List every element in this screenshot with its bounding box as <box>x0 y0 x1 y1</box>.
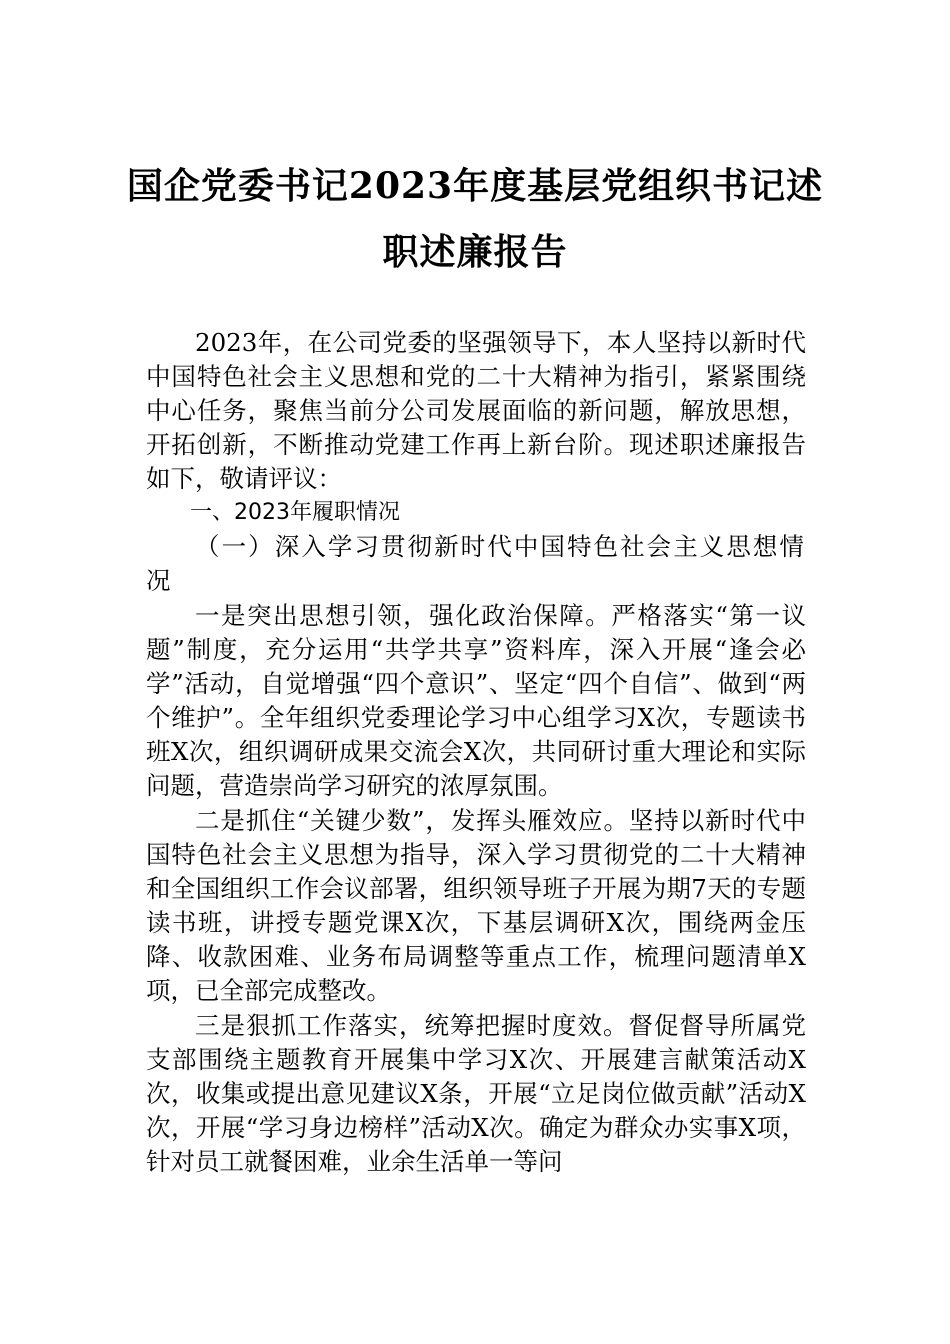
subsection-heading: （一）深入学习贯彻新时代中国特色社会主义思想情况 <box>146 532 806 595</box>
document-title-line-2: 职述廉报告 <box>382 231 568 273</box>
section-heading: 一、2023年履职情况 <box>190 500 400 525</box>
body-paragraph: 三是狠抓工作落实，统筹把握时度效。督促督导所属党支部围绕主题教育开展集中学习X次、开展建言献策活动X次，收集或提出意见建议X条，开展“立足岗位做贡献”活动X次，开展“学习身边榜样”活动X次。确定为群众办实事X项，针对员工就餐困难，业余生活单一等问 <box>146 1011 806 1176</box>
document-title-line-1: 国企党委书记2023年度基层党组织书记述 <box>126 165 824 207</box>
document-body <box>146 326 806 1179</box>
intro-paragraph: 2023年，在公司党委的坚强领导下，本人坚持以新时代中国特色社会主义思想和党的二十大精神为指引，紧紧围绕中心任务，聚焦当前分公司发展面临的新问题，解放思想，开拓创新，不断推动党建工作再上新台阶。现述职述廉报告如下，敬请评议： <box>146 328 806 493</box>
body-paragraph: 二是抓住“关键少数”，发挥头雁效应。坚持以新时代中国特色社会主义思想为指导，深入学习贯彻党的二十大精神和全国组织工作会议部署，组织领导班子开展为期7天的专题读书班，讲授专题党课X次，下基层调研X次，围绕两金压降、收款困难、业务布局调整等重点工作，梳理问题清单X项，已全部完成整改。 <box>146 806 806 1005</box>
body-paragraph: 一是突出思想引领，强化政治保障。严格落实“第一议题”制度，充分运用“共学共享”资料库，深入开展“逢会必学”活动，自觉增强“四个意识”、坚定“四个自信”、做到“两个维护”。全年组织党委理论学习中心组学习X次，专题读书班X次，组织调研成果交流会X次，共同研讨重大理论和实际问题，营造崇尚学习研究的浓厚氛围。 <box>146 601 806 800</box>
